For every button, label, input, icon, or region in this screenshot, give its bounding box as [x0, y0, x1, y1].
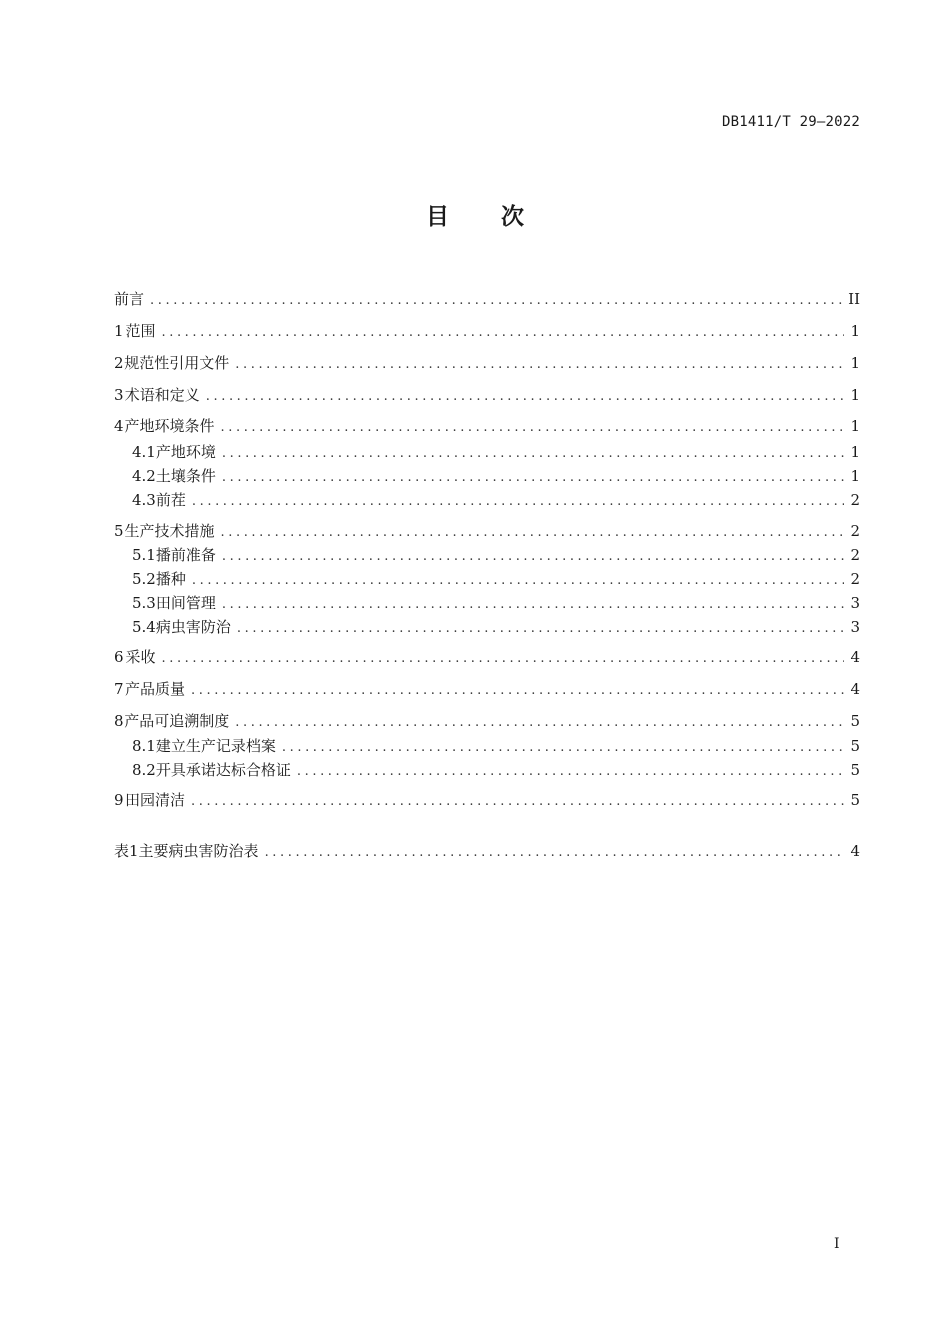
toc-leader-dots [222, 546, 844, 568]
toc-entry-table-1[interactable] [114, 840, 860, 862]
page-number: I [834, 1236, 840, 1252]
toc-entry-8[interactable] [114, 710, 860, 732]
toc-entry-number: 1 [114, 322, 124, 340]
toc-title-char-1: 目 [426, 204, 449, 230]
toc-leader-dots [222, 594, 844, 616]
toc-entry-page: 4 [850, 680, 860, 698]
toc-entry-label: 田园清洁 [124, 791, 185, 809]
toc-entry-number: 6 [114, 648, 124, 666]
toc-entry-4-3[interactable] [132, 489, 860, 511]
toc-leader-dots [221, 522, 845, 544]
toc-entry-label: 产地环境 [155, 443, 216, 461]
toc-entry-number: 4.1 [132, 443, 156, 461]
toc-entry-number: 4 [114, 417, 124, 435]
toc-entry-label: 开具承诺达标合格证 [155, 761, 291, 779]
toc-entry-label: 田间管理 [155, 594, 216, 612]
toc-entry-8-2[interactable] [132, 759, 860, 781]
toc-entry-label: 范围 [125, 322, 156, 340]
toc-leader-dots [191, 791, 844, 813]
toc-leader-dots [282, 737, 844, 759]
toc-entry-5-3[interactable] [132, 592, 860, 614]
toc-entry-4-1[interactable] [132, 441, 860, 463]
toc-entry-number: 9 [114, 791, 124, 809]
toc-entry-4[interactable] [114, 415, 860, 437]
toc-entry-number: 表1 [114, 842, 139, 860]
toc-entry-label: 播前准备 [155, 546, 216, 564]
toc-entry-label: 产品质量 [124, 680, 185, 698]
toc-entry-6[interactable] [114, 646, 860, 668]
toc-entry-8-1[interactable] [132, 735, 860, 757]
toc-entry-label: 采收 [125, 648, 156, 666]
document-code: DB1411/T 29—2022 [721, 114, 860, 130]
toc-entry-page: 1 [850, 443, 860, 461]
toc-leader-dots [161, 648, 844, 670]
toc-leader-dots [222, 443, 844, 465]
toc-leader-dots [206, 386, 844, 408]
toc-leader-dots [192, 570, 844, 592]
toc-entry-label: 主要病虫害防治表 [138, 842, 259, 860]
toc-entry-label: 播种 [155, 570, 186, 588]
toc-entry-page: 1 [850, 467, 860, 485]
toc-title [0, 198, 950, 231]
toc-entry-label: 病虫害防治 [155, 618, 231, 636]
toc-leader-dots [265, 842, 844, 864]
toc-leader-dots [191, 680, 844, 702]
toc-leader-dots [192, 491, 844, 513]
toc-entry-5-1[interactable] [132, 544, 860, 566]
toc-entry-number: 5.1 [132, 546, 156, 564]
toc-entry-4-2[interactable] [132, 465, 860, 487]
toc-entry-number: 4.2 [132, 467, 156, 485]
toc-entry-page: 5 [850, 737, 860, 755]
toc-entry-7[interactable] [114, 678, 860, 700]
toc-entry-label: 前茬 [155, 491, 186, 509]
toc-entry-1[interactable] [114, 320, 860, 342]
toc-entry-page: 5 [850, 761, 860, 779]
toc-leader-dots [221, 417, 845, 439]
toc-entry-label: 土壤条件 [155, 467, 216, 485]
toc-entry-page: 2 [850, 491, 860, 509]
toc-entry-number: 5 [114, 522, 124, 540]
toc-entry-5[interactable] [114, 520, 860, 542]
toc-entry-page: 3 [850, 594, 860, 612]
toc-entry-number: 8 [114, 712, 124, 730]
toc-entry-number: 5.3 [132, 594, 156, 612]
toc-leader-dots [297, 761, 844, 783]
toc-entry-label: 建立生产记录档案 [155, 737, 276, 755]
toc-title-char-2: 次 [501, 204, 524, 230]
toc-entry-5-2[interactable] [132, 568, 860, 590]
toc-entry-page: 5 [850, 712, 860, 730]
toc-entry-page: 2 [850, 522, 860, 540]
toc-entry-preface[interactable] [114, 288, 860, 310]
toc-entry-label: 生产技术措施 [124, 522, 215, 540]
toc-entry-2[interactable] [114, 352, 860, 374]
toc-entry-label: 规范性引用文件 [124, 354, 230, 372]
toc-leader-dots [222, 467, 844, 489]
toc-entry-3[interactable] [114, 384, 860, 406]
toc-entry-label: 产品可追溯制度 [124, 712, 230, 730]
toc-leader-dots [150, 290, 842, 312]
toc-entry-page: 1 [850, 322, 860, 340]
toc-entry-number: 8.2 [132, 761, 156, 779]
toc-entry-number: 3 [114, 386, 124, 404]
toc-entry-5-4[interactable] [132, 616, 860, 638]
toc-entry-page: 1 [850, 354, 860, 372]
toc-entry-number: 7 [114, 680, 124, 698]
toc-entry-label: 产地环境条件 [124, 417, 215, 435]
toc-entry-page: 4 [850, 648, 860, 666]
toc-entry-page: 2 [850, 570, 860, 588]
toc-leader-dots [161, 322, 844, 344]
toc-entry-9[interactable] [114, 789, 860, 811]
toc-leader-dots [235, 712, 844, 734]
toc-entry-number: 5.4 [132, 618, 156, 636]
toc-entry-page: 1 [850, 386, 860, 404]
toc-entry-page: II [848, 290, 860, 308]
toc-entry-page: 2 [850, 546, 860, 564]
toc-entry-label: 术语和定义 [124, 386, 200, 404]
toc-entry-number: 8.1 [132, 737, 156, 755]
toc-leader-dots [235, 354, 844, 376]
toc-entry-number: 4.3 [132, 491, 156, 509]
toc-entry-page: 5 [850, 791, 860, 809]
toc-entry-label: 前言 [114, 290, 145, 308]
toc-leader-dots [237, 618, 844, 640]
toc-entry-page: 4 [850, 842, 860, 860]
toc-entry-number: 5.2 [132, 570, 156, 588]
toc-entry-page: 1 [850, 417, 860, 435]
toc-entry-page: 3 [850, 618, 860, 636]
toc-entry-number: 2 [114, 354, 124, 372]
